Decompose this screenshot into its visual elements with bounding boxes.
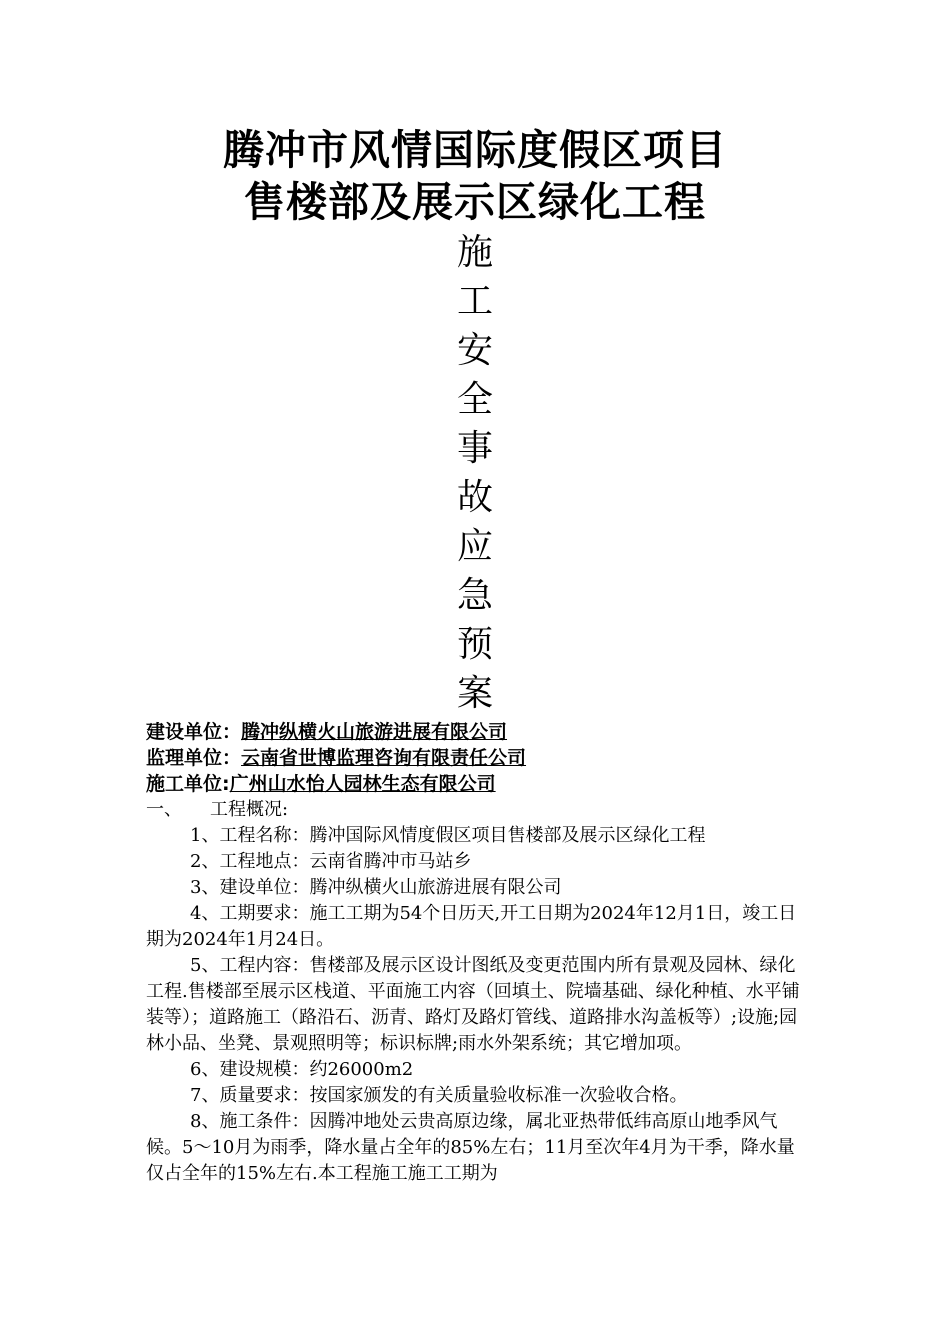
construction-unit-line — [146, 719, 507, 745]
section-number: 一、 — [146, 799, 182, 820]
title-line-2: 售楼部及展示区绿化工程 — [244, 178, 706, 226]
vertical-title-char: 事 — [456, 428, 493, 469]
vertical-title-char: 案 — [456, 673, 493, 714]
vertical-title-char: 安 — [456, 330, 493, 371]
title-line-1: 腾冲市风情国际度假区项目 — [223, 126, 727, 174]
paragraph: 3、建设单位：腾冲纵横火山旅游进展有限公司 — [190, 877, 562, 898]
supervision-unit-label: 监理单位： — [146, 747, 242, 769]
paragraph: 7、质量要求：按国家颁发的有关质量验收标准一次验收合格。 — [190, 1085, 688, 1106]
vertical-title-char: 施 — [456, 232, 493, 273]
vertical-title-char: 工 — [456, 281, 493, 322]
contractor-unit-line — [146, 771, 496, 797]
vertical-title — [440, 228, 510, 718]
paragraph: 2、工程地点：云南省腾冲市马站乡 — [190, 851, 472, 872]
construction-unit-label: 建设单位： — [146, 721, 242, 743]
paragraph: 6、建设规模：约26000m2 — [190, 1059, 414, 1080]
construction-unit-value: 腾冲纵横火山旅游进展有限公司 — [241, 721, 508, 743]
section-title: 工程概况: — [210, 799, 289, 820]
paragraph: 8、施工条件：因腾冲地处云贵高原边缘，属北亚热带低纬高原山地季风气候。5～10月为雨季，降水量占全年的85%左右；11月至次年4月为干季，降水量仅占全年的15%左右.本工程施工施工工期为 — [146, 1111, 795, 1184]
vertical-title-char: 全 — [456, 379, 493, 420]
vertical-title-char: 急 — [456, 575, 493, 616]
vertical-title-char: 预 — [456, 624, 493, 665]
supervision-unit-line — [146, 745, 526, 771]
section-heading — [146, 797, 288, 823]
supervision-unit-value: 云南省世博监理咨询有限责任公司 — [241, 747, 527, 769]
paragraph: 4、工期要求：施工工期为54个日历天,开工日期为2024年12月1日，竣工日期为2024年1月24日。 — [146, 903, 797, 950]
paragraph: 1、工程名称：腾冲国际风情度假区项目售楼部及展示区绿化工程 — [190, 825, 706, 846]
vertical-title-char: 应 — [456, 526, 493, 567]
body-text — [146, 823, 810, 1187]
paragraph: 5、工程内容：售楼部及展示区设计图纸及变更范围内所有景观及园林、绿化工程.售楼部至展示区栈道、平面施工内容（回填土、院墙基础、绿化种植、水平铺装等）；道路施工（路沿石、沥青、路灯及路灯管线、道路排水沟盖板等）;设施;园林小品、坐凳、景观照明等；标识标牌;雨水外架系统；其它增加项。 — [146, 955, 800, 1054]
contractor-unit-value: 广州山水怡人园林生态有限公司 — [229, 773, 496, 795]
contractor-unit-label: 施工单位: — [146, 773, 230, 795]
vertical-title-char: 故 — [456, 477, 493, 518]
